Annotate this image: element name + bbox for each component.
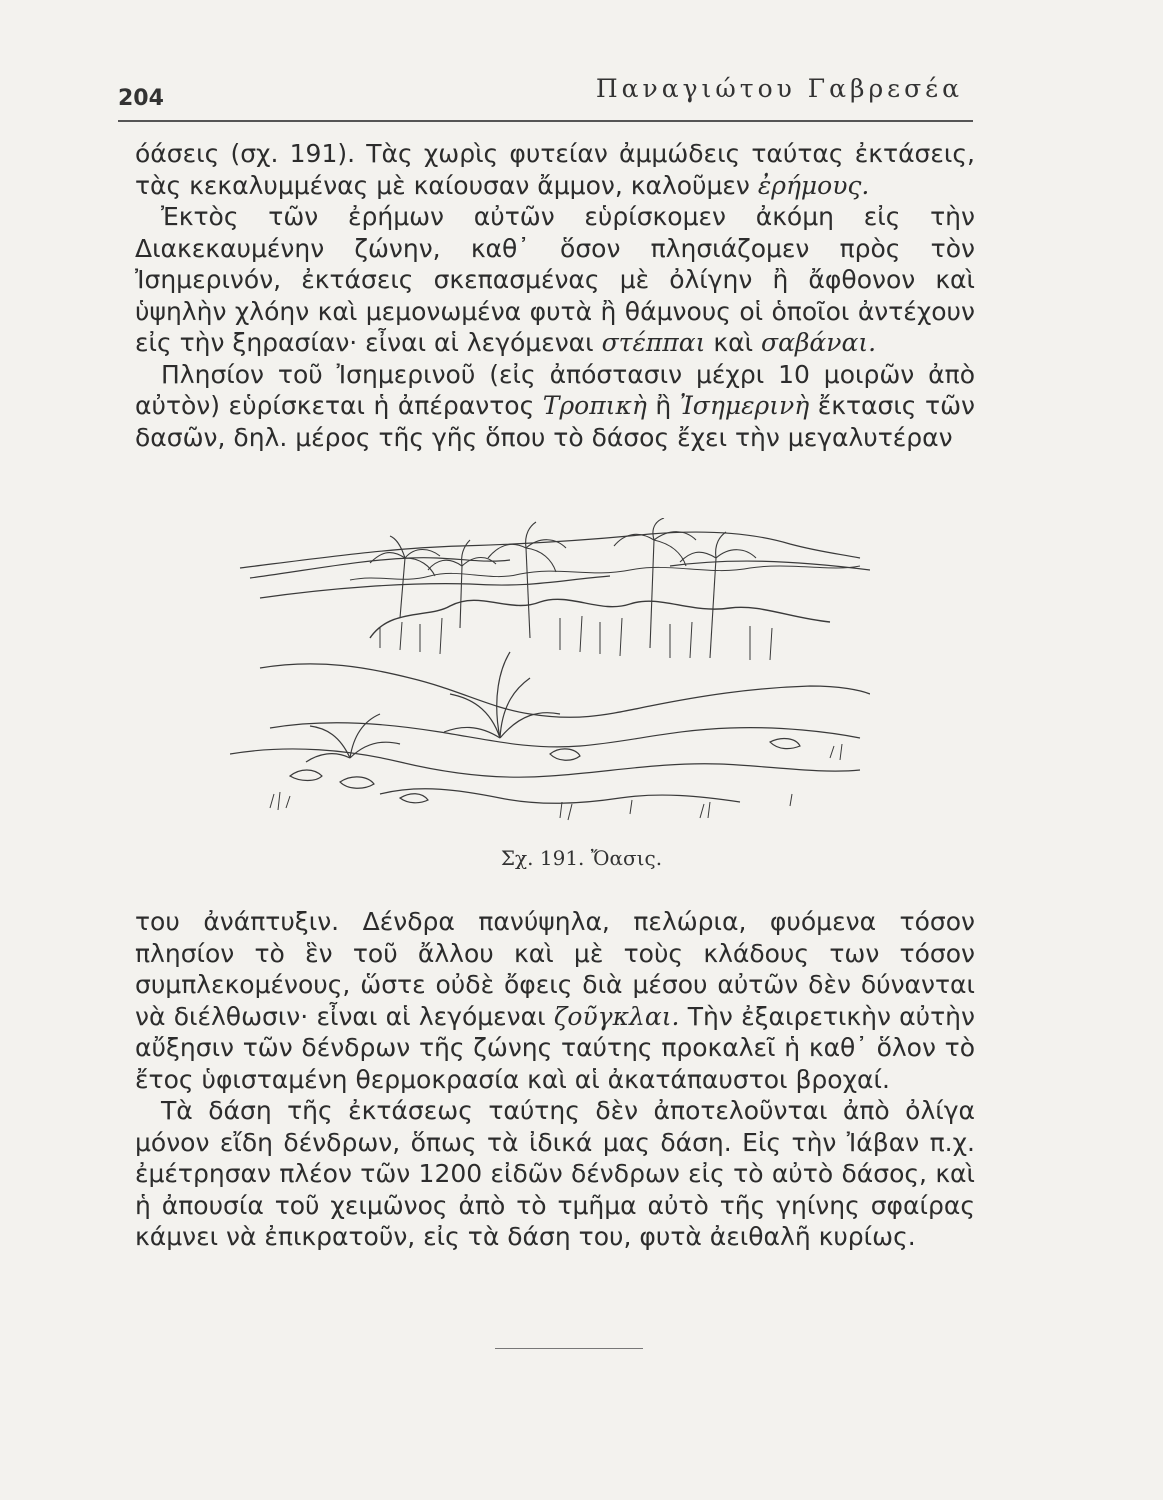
figure-caption: Σχ. 191. Ὄασις. (500, 846, 663, 870)
paragraph-4 (135, 906, 975, 1095)
paragraph-1-text: όάσεις (σχ. 191). Τὰς χωρὶς φυτείαν ἀμμώδεις ταύτας ἐκτάσεις, τὰς κεκαλυμμένας μὲ καίουσαν ἄμμον, καλοῦμεν (135, 139, 975, 200)
paragraph-2-connector: καὶ (705, 328, 761, 357)
end-rule (495, 1348, 643, 1349)
term-jungles: ζοῦγκλαι. (553, 1001, 680, 1031)
paragraph-3-tail: ἔκτασις τῶν δασῶν, δηλ. μέρος τῆς γῆς ὅπου τὸ δάσος ἔχει τὴν μεγαλυτέραν (135, 391, 975, 452)
term-steppes: στέππαι (601, 328, 706, 357)
text-block-bottom (135, 906, 975, 1253)
paragraph-4-text: του ἀνάπτυξιν. Δένδρα πανύψηλα, πελώρια, φυόμενα τόσον πλησίον τὸ ἓν τοῦ ἄλλου καὶ μὲ τοὺς κλάδους των τόσον συμπλεκομένους, ὥστε οὐδὲ ὄφεις διὰ μέσου αὐτῶν δὲν δύνανται νὰ διέλθωσιν· εἶναι αἱ λεγόμεναι (135, 907, 975, 1031)
header-rule (118, 120, 973, 122)
paragraph-3 (135, 359, 975, 454)
term-tropical: Τροπικὴ (542, 391, 647, 420)
term-deserts: ἐρήμους. (757, 170, 870, 200)
text-block-top (135, 138, 975, 453)
paragraph-5: Τὰ δάση τῆς ἐκτάσεως ταύτης δὲν ἀποτελοῦνται ἀπὸ ὀλίγα μόνον εἴδη δένδρων, ὅπως τὰ ἰδικά μας δάση. Εἰς τὴν Ἰάβαν π.χ. ἐμέτρησαν πλέον τῶν 1200 εἰδῶν δένδρων εἰς τὸ αὐτὸ δάσος, καὶ ἡ ἀπουσία τοῦ χειμῶνος ἀπὸ τὸ τμῆμα αὐτὸ τῆς γηίνης σφαίρας κάμνει νὰ ἐπικρατοῦν, εἰς τὰ δάση του, φυτὰ ἀειθαλῆ κυρίως. (135, 1096, 975, 1251)
page-number: 204 (118, 86, 164, 111)
paragraph-3-text: Πλησίον τοῦ Ἰσημερινοῦ (εἰς ἀπόστασιν μέχρι 10 μοιρῶν ἀπὸ αὐτὸν) εὑρίσκεται ἡ ἀπέραντος (135, 359, 975, 420)
running-title: Παναγιώτου Γαβρεσέα (595, 74, 963, 103)
paragraph-3-connector: ἢ (646, 391, 680, 420)
oasis-illustration (230, 518, 870, 828)
paragraph-4-tail: Τὴν ἐξαιρετικὴν αὐτὴν αὔξησιν τῶν δένδρων τῆς ζώνης ταύτης προκαλεῖ ἡ καθ᾽ ὅλον τὸ ἔτος ὑφισταμένη θερμοκρασία καὶ αἱ ἀκατάπαυστοι βροχαί. (135, 1001, 975, 1094)
term-equatorial: Ἰσημερινὴ (679, 391, 810, 420)
term-savannas: σαβάναι. (761, 328, 877, 357)
paragraph-1 (135, 138, 975, 201)
paragraph-2-text: Ἐκτὸς τῶν ἐρήμων αὐτῶν εὑρίσκομεν ἀκόμη εἰς τὴν Διακεκαυμένην ζώνην, καθ᾽ ὅσον πλησιάζομεν πρὸς τὸν Ἰσημερινόν, ἐκτάσεις σκεπασμένας μὲ ὀλίγην ἢ ἄφθονον καὶ ὑψηλὴν χλόην καὶ μεμονωμένα φυτὰ ἢ θάμνους οἱ ὁποῖοι ἀντέχουν εἰς τὴν ξηρασίαν· εἶναι αἱ λεγόμεναι (135, 202, 975, 357)
paragraph-2 (135, 201, 975, 359)
